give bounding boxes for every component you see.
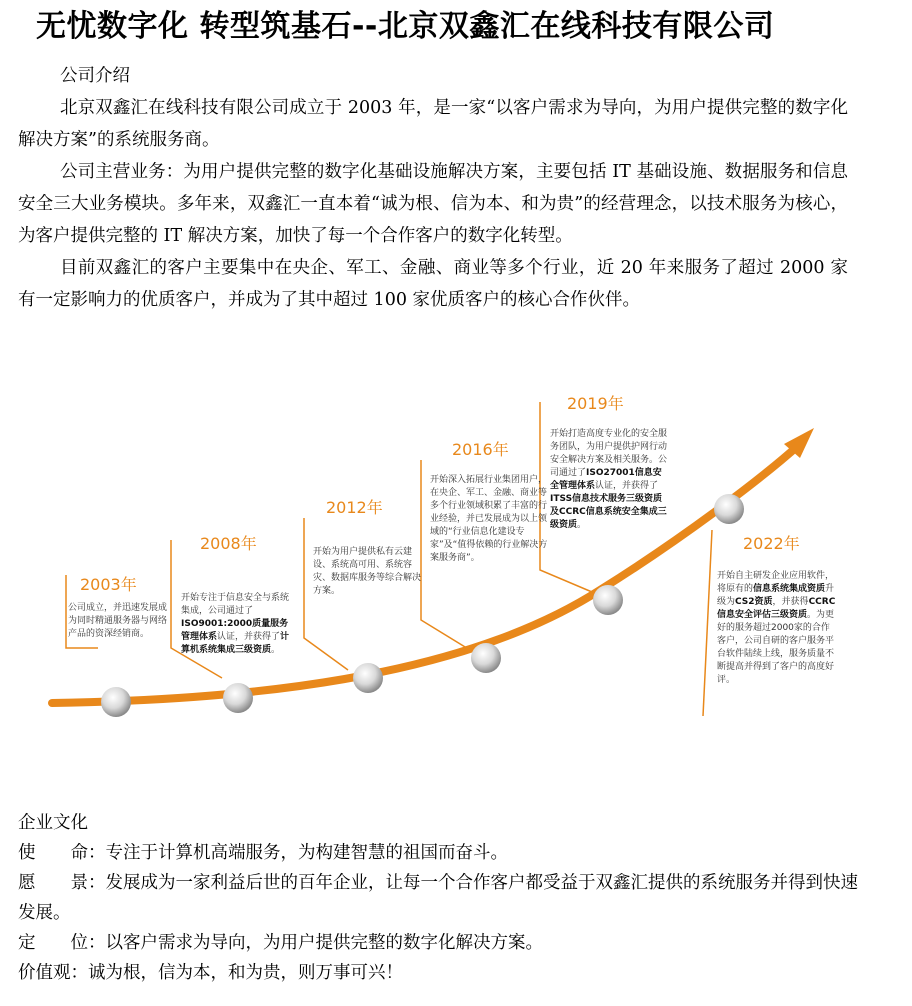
timeline-node [101, 687, 131, 717]
milestone-year: 2016年 [452, 440, 509, 459]
culture-item-label: 使 命： [18, 843, 106, 863]
milestone-year: 2012年 [326, 498, 383, 517]
culture-item [18, 958, 858, 988]
culture-item [18, 868, 858, 928]
corporate-culture [18, 808, 858, 988]
timeline-node [714, 494, 744, 524]
milestone-year: 2003年 [80, 575, 137, 594]
milestone-description: 公司成立，并迅速发展成为同时精通服务器与网络产品的资深经销商。 [68, 603, 168, 639]
milestone-year: 2019年 [567, 394, 624, 413]
intro-heading: 公司介绍 [60, 66, 130, 86]
milestone-description: 开始深入拓展行业集团用户，在央企、军工、金融、商业等多个行业领域积累了丰富的行业经验，并已发展成为以上领域的“行业信息化建设专家”及“值得依赖的行业解决方案服务商”。 [430, 475, 548, 563]
culture-item-text: 专注于计算机高端服务，为构建智慧的祖国而奋斗。 [105, 843, 508, 863]
intro-paragraph: 北京双鑫汇在线科技有限公司成立于 2003 年，是一家“以客户需求为导向，为用户提供完整的数字化解决方案”的系统服务商。 [18, 98, 848, 150]
timeline-node [353, 663, 383, 693]
company-intro [18, 60, 848, 316]
timeline-node [593, 585, 623, 615]
culture-item-text: 发展成为一家利益后世的百年企业，让每一个合作客户都受益于双鑫汇提供的系统服务并得到快速发展。 [18, 873, 858, 923]
timeline-connector [703, 530, 712, 716]
timeline-node [223, 683, 253, 713]
intro-paragraph: 公司主营业务：为用户提供完整的数字化基础设施解决方案，主要包括 IT 基础设施、数据服务和信息安全三大业务模块。多年来，双鑫汇一直本着“诚为根、信为本、和为贵”的经营理念，以技术服务为核心，为客户提供完整的 IT 解决方案，加快了每一个合作客户的数字化转型。 [18, 162, 848, 246]
milestone-description: 开始专注于信息安全与系统集成，公司通过了ISO9001:2000质量服务管理体系认证，并获得了计算机系统集成三级资质。 [181, 593, 290, 655]
milestone-description: 开始打造高度专业化的安全服务团队，为用户提供护网行动安全解决方案及相关服务。公司通过了ISO27001信息安全管理体系认证，并获得了ITSS信息技术服务三级资质及CCRC信息系统安全集成三级资质。 [550, 429, 668, 530]
culture-item [18, 838, 858, 868]
timeline-node [471, 643, 501, 673]
intro-paragraph: 目前双鑫汇的客户主要集中在央企、军工、金融、商业等多个行业，近 20 年来服务了超过 2000 家有一定影响力的优质客户，并成为了其中超过 100 家优质客户的核心合作伙伴。 [18, 258, 848, 310]
culture-item [18, 928, 858, 958]
milestone-description: 开始为用户提供私有云建设、系统高可用、系统容灾、数据库服务等综合解决方案。 [313, 547, 422, 596]
culture-item-label: 愿 景： [18, 873, 106, 893]
culture-item-text: 以客户需求为导向，为用户提供完整的数字化解决方案。 [105, 933, 543, 953]
timeline [40, 380, 912, 720]
culture-item-text: 诚为根，信为本，和为贵，则万事可兴！ [88, 963, 403, 983]
culture-item-label: 价值观： [18, 963, 88, 983]
milestone-year: 2022年 [743, 534, 800, 553]
timeline-curve [52, 444, 800, 703]
culture-heading: 企业文化 [18, 813, 88, 833]
page-title: 无忧数字化 转型筑基石--北京双鑫汇在线科技有限公司 [36, 9, 775, 44]
culture-item-label: 定 位： [18, 933, 106, 953]
milestone-description: 开始自主研发企业应用软件，将原有的信息系统集成资质升级为CS2资质，并获得CCRC信息安全评估三级资质。为更好的服务超过2000家的合作客户，公司自研的客户服务平台软件陆续上线，服务质量不断提高并得到了客户的高度好评。 [717, 571, 836, 685]
milestone-year: 2008年 [200, 534, 257, 553]
